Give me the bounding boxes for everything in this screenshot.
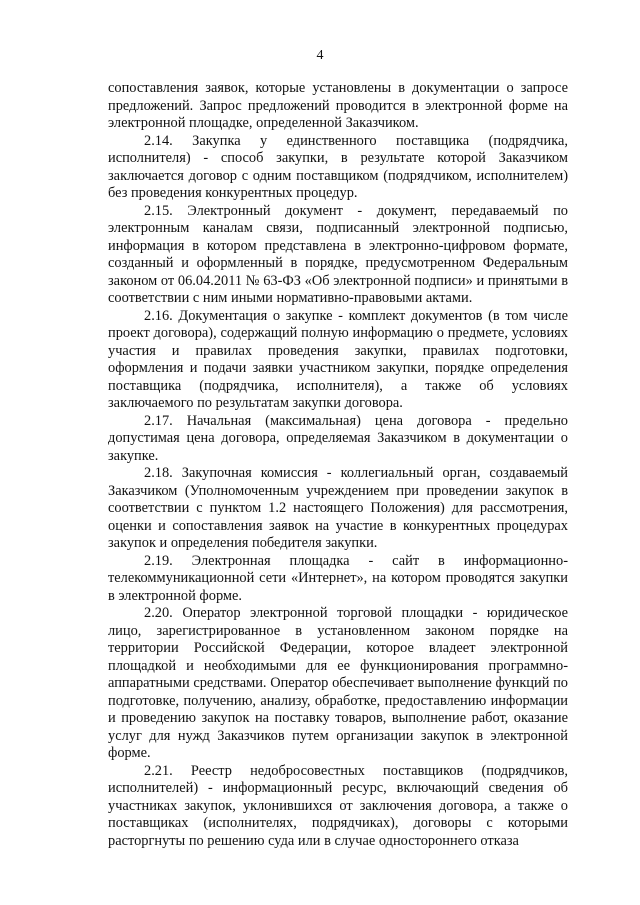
paragraph-2-20: 2.20. Оператор электронной торговой площадки - юридическое лицо, зарегистрированное в установленном законом порядке на территории Российской Федерации, которое владеет электронной площадкой и необходимыми для ее функционирования программно-аппаратными средствами. Оператор обеспечивает выполнение функций по подготовке, получению, анализу, обработке, предоставлению информации и проведению закупок на поставку товаров, выполнение работ, оказание услуг для нужд Заказчиков путем организации закупок в электронной форме. — [108, 605, 568, 761]
paragraph-continuation: сопоставления заявок, которые установлены в документации о запросе предложений. Запрос предложений проводится в электронной форме на электронной площадке, определенной Заказчиком. — [108, 80, 568, 131]
paragraph-2-16: 2.16. Документация о закупке - комплект документов (в том числе проект договора), содержащий полную информацию о предмете, условиях участия и правилах проведения закупки, правилах подготовки, оформления и подачи заявки участником закупки, порядке определения поставщика (подрядчика, исполнителя), а также об условиях заключаемого по результатам закупки договора. — [108, 307, 568, 411]
paragraph-2-14: 2.14. Закупка у единственного поставщика (подрядчика, исполнителя) - способ закупки, в результате которой Заказчиком заключается договор с одним поставщиком (подрядчиком, исполнителем) без проведения конкурентных процедур. — [108, 132, 568, 201]
paragraph-2-17: 2.17. Начальная (максимальная) цена договора - предельно допустимая цена договора, определяемая Заказчиком в документации о закупке. — [108, 412, 568, 464]
paragraph-2-15: 2.15. Электронный документ - документ, передаваемый по электронным каналам связи, подписанный электронной подписью, информация в котором представлена в электронно-цифровом формате, созданный и оформленный в порядке, предусмотренном Федеральным законом от 06.04.2011 № 63-ФЗ «Об электронной подписи» и принятыми в соответствии с ним иными нормативно-правовыми актами. — [108, 202, 568, 306]
page-number: 4 — [316, 48, 324, 63]
document-body — [108, 80, 568, 850]
paragraph-2-18: 2.18. Закупочная комиссия - коллегиальный орган, создаваемый Заказчиком (Уполномоченным учреждением при проведении закупок в соответствии с пунктом 1.2 настоящего Положения) для рассмотрения, оценки и сопоставления заявок на участие в конкурентных процедурах закупок и определения победителя закупки. — [108, 465, 568, 551]
paragraph-2-21: 2.21. Реестр недобросовестных поставщиков (подрядчиков, исполнителей) - информационный ресурс, включающий сведения об участниках закупок, уклонившихся от заключения договора, а также о поставщиках (исполнителях, подрядчиках), договоры с которыми расторгнуты по решению суда или в случае одностороннего отказа — [108, 762, 568, 849]
paragraph-2-19: 2.19. Электронная площадка - сайт в информационно-телекоммуникационной сети «Интернет», на котором проводятся закупки в электронной форме. — [108, 552, 568, 604]
